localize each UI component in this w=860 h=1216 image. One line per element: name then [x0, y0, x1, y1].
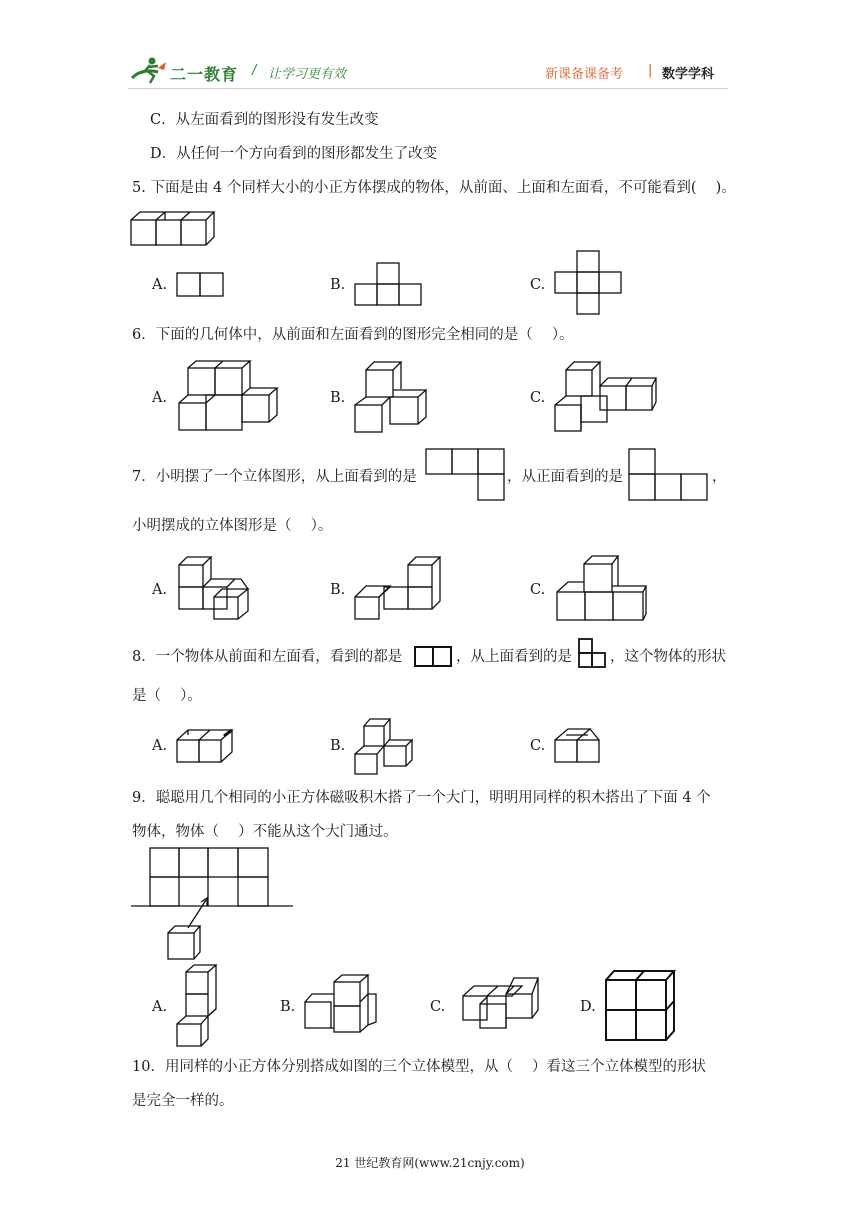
q8-option-c-figure	[554, 726, 608, 766]
q9-option-d-figure	[604, 968, 676, 1044]
q7-stem-part2: ，从正面看到的是	[507, 469, 623, 485]
q9-option-a-label[interactable]: A.	[152, 999, 168, 1015]
q9-option-d-label[interactable]: D.	[580, 999, 596, 1015]
q8-option-a-figure	[176, 727, 238, 765]
q6-option-b-figure	[354, 360, 430, 434]
q8-option-c-label[interactable]: C.	[530, 738, 546, 754]
logo-runner-icon	[128, 56, 168, 86]
header-divider: /	[252, 63, 257, 78]
q4-option-c: C．从左面看到的图形没有发生改变	[150, 112, 379, 128]
q7-stem-part3: ，	[712, 469, 727, 485]
q8-stem-part3: ，这个物体的形状	[610, 649, 726, 665]
q4-option-d: D．从任何一个方向看到的图形都发生了改变	[150, 146, 438, 162]
q7-option-b-figure	[354, 555, 444, 623]
q9-option-a-figure	[176, 962, 222, 1048]
q6-option-a-figure	[178, 360, 278, 432]
header-subject: 数学学科	[662, 67, 715, 82]
logo-text: 二一教育	[170, 65, 239, 84]
q9-option-c-label[interactable]: C.	[430, 999, 446, 1015]
q7-option-c-label[interactable]: C.	[530, 582, 546, 598]
q6-option-b-label[interactable]: B.	[330, 390, 346, 406]
q8-stem-line2: 是（ ）。	[132, 688, 202, 704]
q7-top-view-figure	[425, 448, 505, 502]
page-footer: 21 世纪教育网(www.21cnjy.com)	[335, 1156, 525, 1170]
q5-option-a-label[interactable]: A.	[152, 277, 168, 293]
header-slogan: 让学习更有效	[268, 67, 347, 82]
q8-front-left-view-figure	[414, 646, 454, 668]
header-rule	[128, 88, 728, 89]
q6-option-a-label[interactable]: A.	[152, 390, 168, 406]
q8-top-view-figure	[578, 638, 608, 670]
q5-option-b-figure	[354, 262, 426, 306]
q9-option-b-label[interactable]: B.	[280, 999, 296, 1015]
q5-solid-figure	[130, 208, 220, 250]
q7-front-view-figure	[628, 448, 710, 502]
q5-option-c-label[interactable]: C.	[530, 277, 546, 293]
q9-gate-figure	[130, 846, 295, 962]
q8-stem-part1: 8．一个物体从前面和左面看，看到的都是	[132, 649, 403, 665]
q9-option-b-figure	[304, 972, 380, 1036]
q6-option-c-label[interactable]: C.	[530, 390, 546, 406]
q9-option-c-figure	[462, 974, 542, 1032]
header-separator: |	[648, 63, 653, 78]
q7-option-a-figure	[178, 555, 256, 621]
q5-option-c-figure	[554, 250, 624, 316]
q7-option-a-label[interactable]: A.	[152, 582, 168, 598]
q5-stem: 5. 下面是由 4 个同样大小的小正方体摆成的物体，从前面、上面和左面看，不可能看到( )。	[132, 180, 736, 196]
q5-option-a-figure	[176, 272, 226, 298]
q7-stem-part1: 7．小明摆了一个立体图形，从上面看到的是	[132, 469, 417, 485]
q10-stem-line2: 是完全一样的。	[132, 1093, 234, 1109]
q8-option-a-label[interactable]: A.	[152, 738, 168, 754]
q8-stem-part2: ，从上面看到的是	[456, 649, 572, 665]
page-header	[0, 50, 860, 100]
q6-stem: 6．下面的几何体中，从前面和左面看到的图形完全相同的是（ ）。	[132, 327, 574, 343]
q7-option-b-label[interactable]: B.	[330, 582, 346, 598]
q9-stem-line2: 物体，物体（ ）不能从这个大门通过。	[132, 824, 398, 840]
q7-stem-line2: 小明摆成的立体图形是（ ）。	[132, 518, 333, 534]
q9-stem-line1: 9．聪聪用几个相同的小正方体磁吸积木搭了一个大门，明明用同样的积木搭出了下面 4 个	[132, 790, 711, 806]
q7-option-c-figure	[556, 552, 652, 624]
q5-option-b-label[interactable]: B.	[330, 277, 346, 293]
q8-option-b-figure	[354, 716, 414, 776]
q6-option-c-figure	[554, 360, 658, 434]
q10-stem-line1: 10．用同样的小正方体分别搭成如图的三个立体模型，从（ ）看这三个立体模型的形状	[132, 1059, 707, 1075]
q8-option-b-label[interactable]: B.	[330, 738, 346, 754]
header-course: 新课备课备考	[545, 67, 624, 82]
